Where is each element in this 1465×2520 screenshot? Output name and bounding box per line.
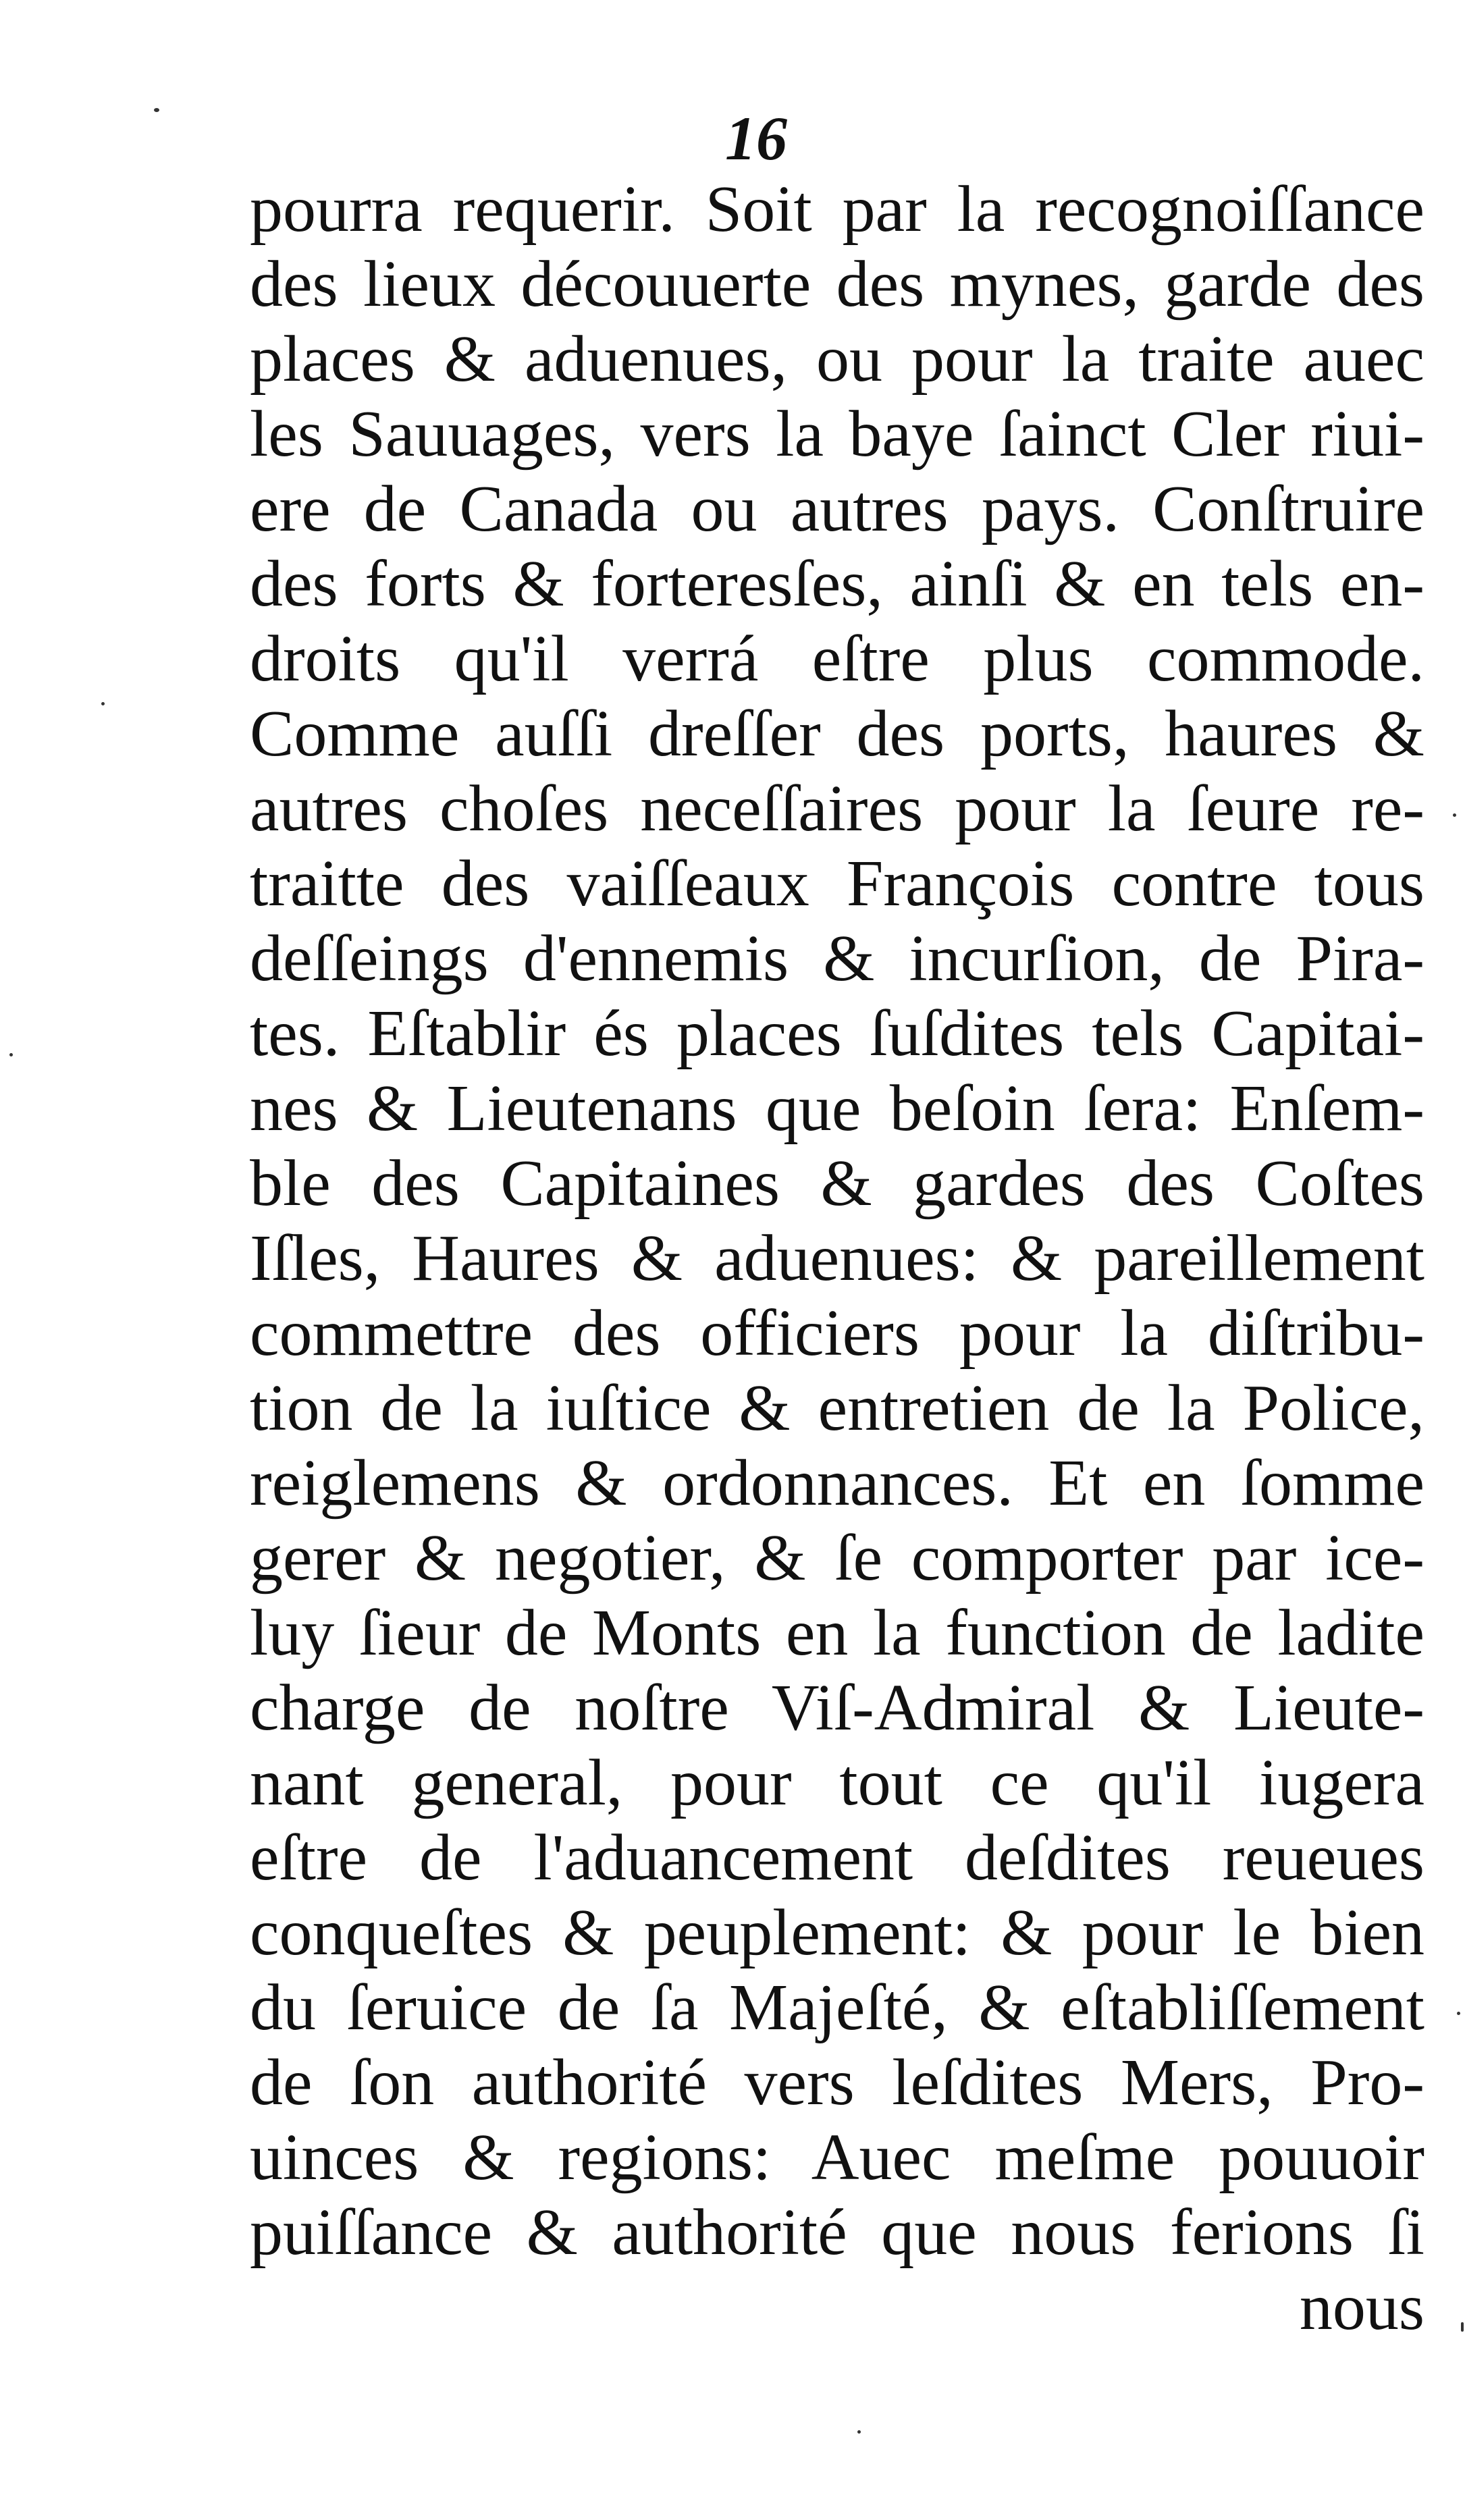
paper-speck [9, 1053, 13, 1056]
text-line: ble des Capitaines & gardes des Coſtes [250, 1147, 1424, 1220]
text-line: tion de la iuſtice & entretien de la Police, [250, 1372, 1424, 1445]
text-line: puiſſance & authorité que nous ferions ſi [250, 2196, 1424, 2269]
text-line: commettre des officiers pour la diſtribu- [250, 1297, 1424, 1370]
text-line: Comme auſſi dreſſer des ports, haures & [250, 697, 1424, 770]
text-line: des forts & forteresſes, ainſi & en tels en- [250, 547, 1424, 620]
text-line: nes & Lieutenans que beſoin ſera: Enſem- [250, 1072, 1424, 1145]
text-line: du ſeruice de ſa Majeſté, & eſtabliſſement [250, 1971, 1424, 2044]
paper-speck [857, 2430, 861, 2434]
paper-speck [154, 108, 159, 112]
text-line: traitte des vaiſſeaux François contre tous [250, 847, 1424, 920]
text-line: droits qu'il verrá eſtre plus commode. [250, 622, 1424, 695]
text-line: charge de noſtre Viſ-Admiral & Lieute- [250, 1671, 1424, 1744]
text-line: conqueſtes & peuplement: & pour le bien [250, 1896, 1424, 1969]
text-line: tes. Eſtablir és places ſuſdites tels Capitai- [250, 997, 1424, 1070]
text-line: uinces & regions: Auec meſme pouuoir [250, 2121, 1424, 2194]
text-line: autres choſes neceſſaires pour la ſeure re- [250, 772, 1424, 845]
text-line: pourra requerir. Soit par la recognoiſſance [250, 173, 1424, 246]
paper-speck [101, 702, 105, 705]
text-line: de ſon authorité vers leſdites Mers, Pro- [250, 2046, 1424, 2119]
text-line: places & aduenues, ou pour la traite auec [250, 323, 1424, 396]
text-line: eſtre de l'aduancement deſdites reueues [250, 1821, 1424, 1894]
text-line: des lieux découuerte des mynes, garde des [250, 248, 1424, 321]
catchword: nous [1299, 2271, 1424, 2344]
body-text [250, 172, 1424, 2345]
text-line: reiglemens & ordonnances. Et en ſomme [250, 1447, 1424, 1520]
text-line: gerer & negotier, & ſe comporter par ice- [250, 1522, 1424, 1594]
paper-speck [1461, 2322, 1464, 2332]
page-number: 16 [725, 104, 787, 173]
text-line: les Sauuages, vers la baye ſainct Cler riui- [250, 398, 1424, 471]
text-line: nant general, pour tout ce qu'il iugera [250, 1746, 1424, 1819]
paper-speck [1453, 813, 1456, 817]
text-line: deſſeings d'ennemis & incurſion, de Pira- [250, 922, 1424, 995]
text-line: ere de Canada ou autres pays. Conſtruire [250, 473, 1424, 545]
text-line: Iſles, Haures & aduenues: & pareillement [250, 1222, 1424, 1295]
paper-speck [1457, 2012, 1460, 2015]
text-line: luy ſieur de Monts en la function de ladite [250, 1597, 1424, 1669]
